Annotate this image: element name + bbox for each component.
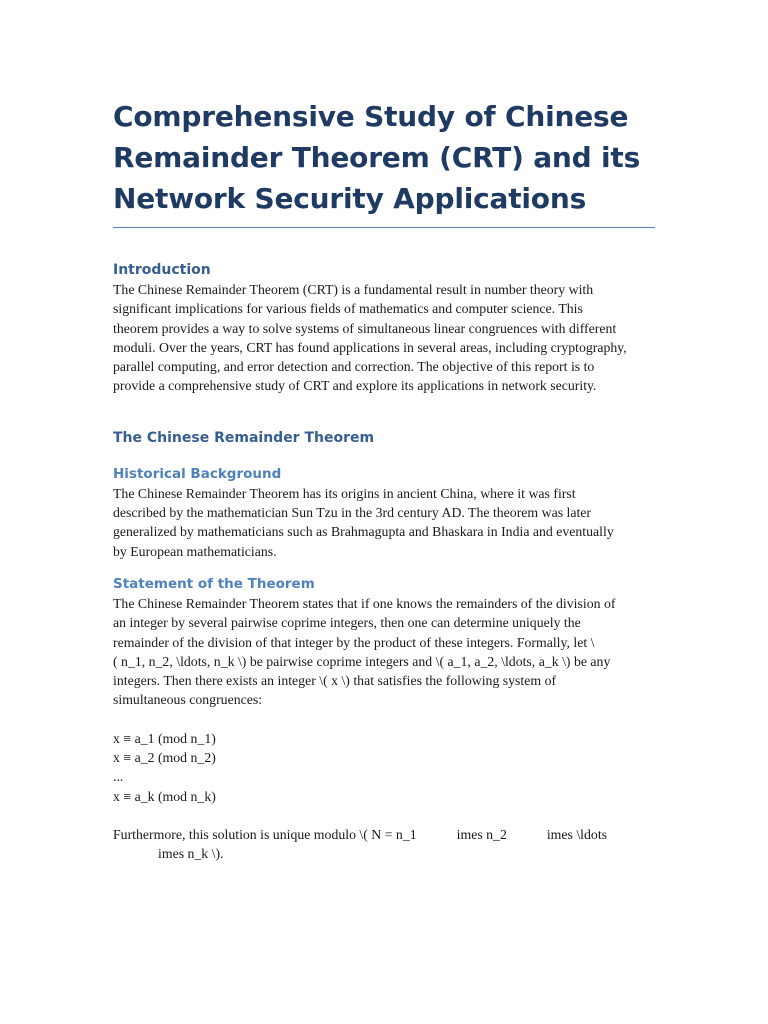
- paragraph-line: The Chinese Remainder Theorem states that if one knows the remainders of the division of: [113, 595, 616, 611]
- title-line: Comprehensive Study of Chinese: [113, 100, 629, 133]
- congruence-line: x ≡ a_k (mod n_k): [113, 788, 216, 804]
- statement-heading: Statement of the Theorem: [113, 575, 315, 592]
- uniqueness-text: imes n_k \).: [158, 846, 224, 862]
- paragraph-line: simultaneous congruences:: [113, 692, 263, 708]
- paragraph-line: The Chinese Remainder Theorem has its origins in ancient China, where it was first: [113, 485, 576, 501]
- congruence-line: ...: [113, 769, 124, 785]
- congruence-line: x ≡ a_1 (mod n_1): [113, 730, 216, 746]
- paragraph-line: by European mathematicians.: [113, 543, 277, 559]
- paragraph-line: moduli. Over the years, CRT has found applications in several areas, including cryptography,: [113, 339, 627, 355]
- historical-background-paragraph: [113, 484, 655, 561]
- paragraph-line: provide a comprehensive study of CRT and explore its applications in network security.: [113, 378, 597, 394]
- statement-paragraph: [113, 594, 655, 710]
- paragraph-line: ( n_1, n_2, \ldots, n_k \) be pairwise coprime integers and \( a_1, a_2, \ldots, a_k \) be any: [113, 653, 611, 669]
- uniqueness-text: imes n_2: [456, 826, 507, 842]
- paragraph-line: parallel computing, and error detection and correction. The objective of this report is to: [113, 359, 595, 375]
- uniqueness-line: [113, 825, 655, 844]
- paragraph-line: significant implications for various fields of mathematics and computer science. This: [113, 301, 583, 317]
- title-divider: [113, 227, 655, 228]
- paragraph-line: remainder of the division of that integer by the product of these integers. Formally, let \: [113, 634, 595, 650]
- uniqueness-text: Furthermore, this solution is unique modulo \( N = n_1: [113, 826, 417, 842]
- document-page: [113, 96, 655, 864]
- paragraph-line: generalized by mathematicians such as Brahmagupta and Bhaskara in India and eventually: [113, 524, 614, 540]
- historical-background-heading: Historical Background: [113, 465, 282, 482]
- paragraph-line: The Chinese Remainder Theorem (CRT) is a fundamental result in number theory with: [113, 282, 594, 297]
- congruence-system: [113, 729, 655, 806]
- uniqueness-text: imes \ldots: [546, 826, 608, 842]
- congruence-line: x ≡ a_2 (mod n_2): [113, 750, 216, 766]
- paragraph-line: theorem provides a way to solve systems of simultaneous linear congruences with different: [113, 320, 617, 336]
- title-line: Remainder Theorem (CRT) and its: [113, 141, 641, 174]
- title-line: Network Security Applications: [113, 182, 587, 215]
- crt-section-heading: The Chinese Remainder Theorem: [113, 429, 375, 446]
- uniqueness-statement: [113, 825, 655, 864]
- paragraph-line: described by the mathematician Sun Tzu in the 3rd century AD. The theorem was later: [113, 505, 592, 521]
- introduction-heading: Introduction: [113, 262, 211, 278]
- paragraph-line: an integer by several pairwise coprime integers, then one can determine uniquely the: [113, 615, 581, 631]
- introduction-paragraph: [113, 280, 655, 396]
- document-title: [113, 96, 655, 219]
- paragraph-line: integers. Then there exists an integer \( x \) that satisfies the following system of: [113, 673, 557, 689]
